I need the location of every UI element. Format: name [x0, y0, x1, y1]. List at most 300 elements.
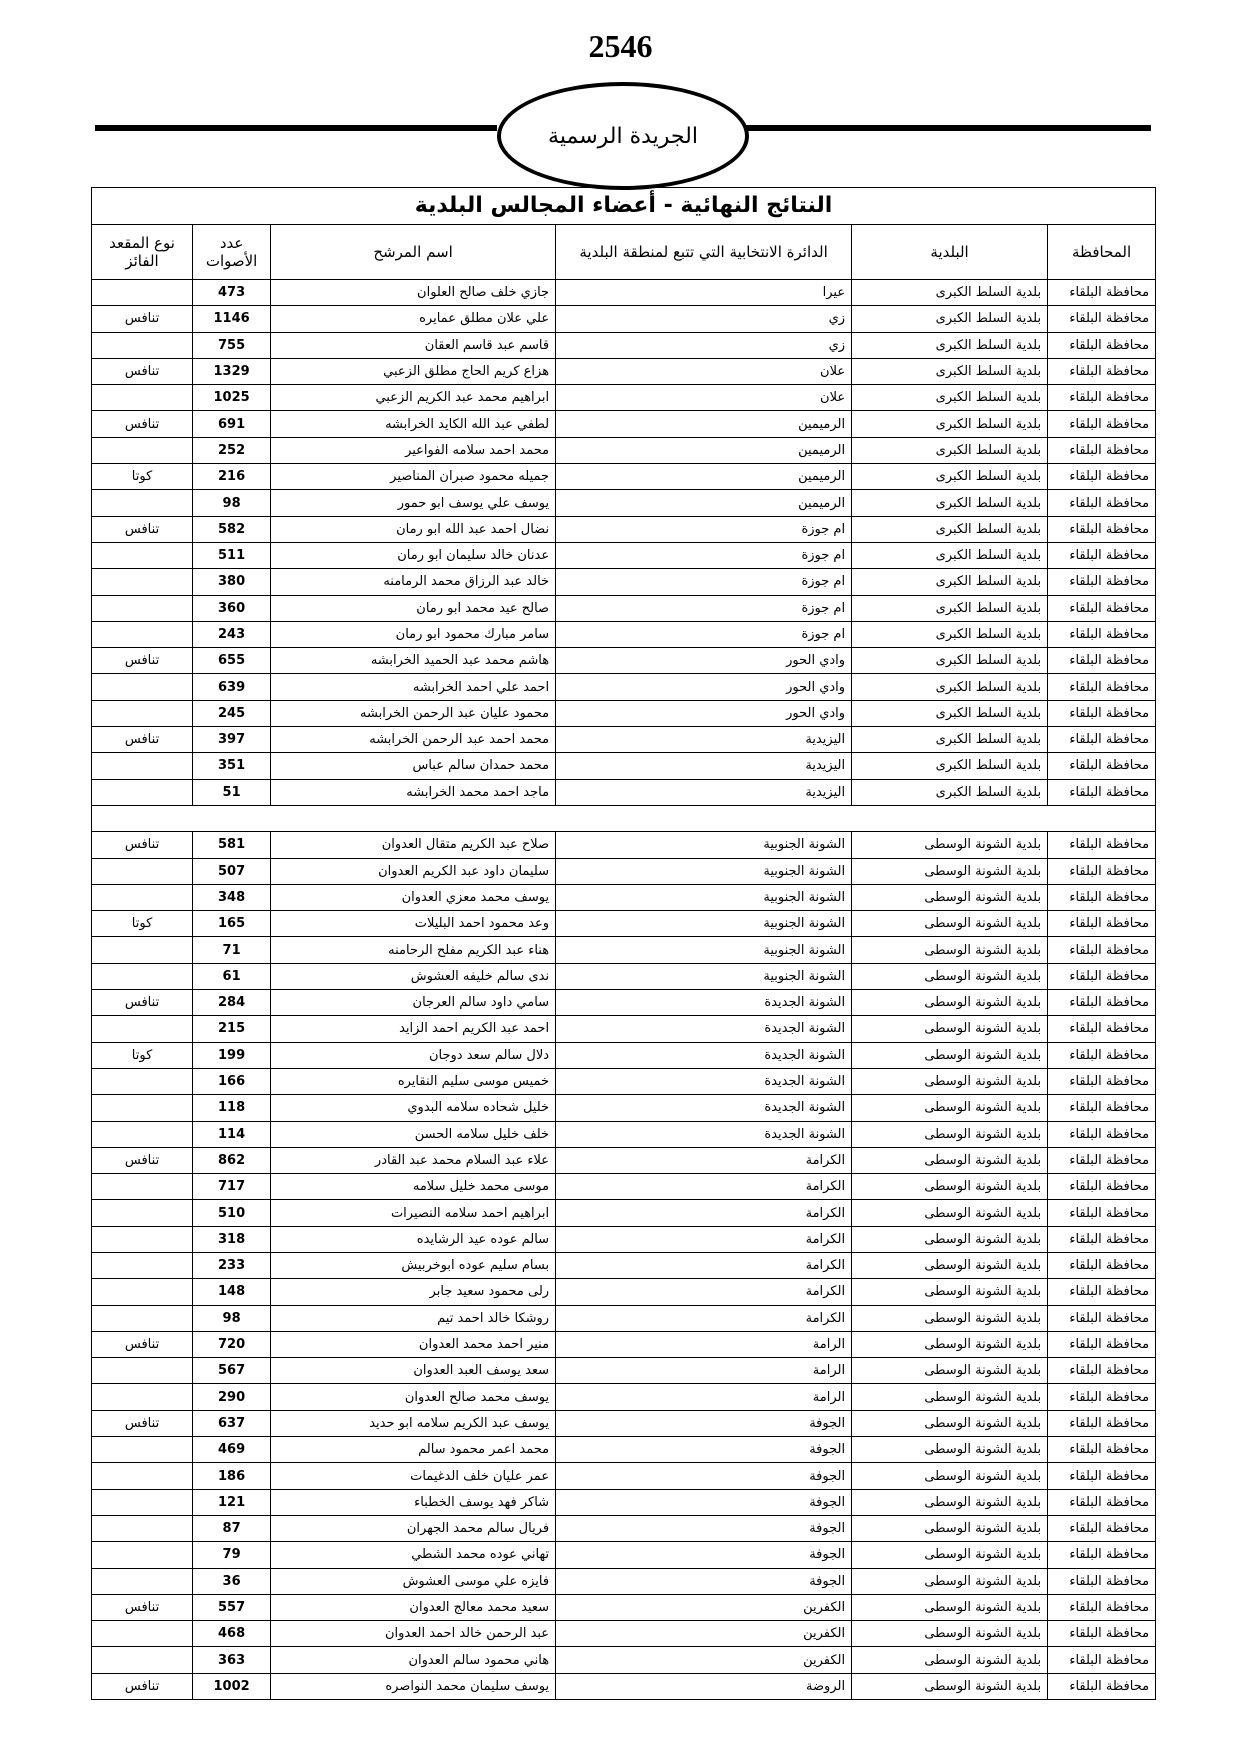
cell-municipality: بلدية الشونة الوسطى: [852, 884, 1048, 910]
cell-candidate: يوسف علي يوسف ابو حمور: [271, 490, 556, 516]
cell-governorate: محافظة البلقاء: [1048, 779, 1156, 805]
cell-municipality: بلدية الشونة الوسطى: [852, 1621, 1048, 1647]
table-row: [92, 542, 1156, 568]
cell-votes: 348: [193, 884, 271, 910]
cell-district: الشونة الجنوبية: [556, 832, 852, 858]
cell-district: الجوفة: [556, 1489, 852, 1515]
table-row: [92, 464, 1156, 490]
cell-seat-type: [92, 595, 193, 621]
cell-district: الرامة: [556, 1358, 852, 1384]
table-row: [92, 1095, 1156, 1121]
table-row: [92, 1174, 1156, 1200]
col-header-district: الدائرة الانتخابية التي تتبع لمنطقة البلدية: [556, 225, 852, 280]
cell-governorate: محافظة البلقاء: [1048, 332, 1156, 358]
table-row: [92, 1621, 1156, 1647]
cell-seat-type: تنافس: [92, 358, 193, 384]
cell-governorate: محافظة البلقاء: [1048, 1542, 1156, 1568]
cell-municipality: بلدية الشونة الوسطى: [852, 1568, 1048, 1594]
cell-municipality: بلدية الشونة الوسطى: [852, 1410, 1048, 1436]
cell-district: الشونة الجنوبية: [556, 884, 852, 910]
cell-municipality: بلدية السلط الكبرى: [852, 569, 1048, 595]
cell-governorate: محافظة البلقاء: [1048, 1463, 1156, 1489]
cell-governorate: محافظة البلقاء: [1048, 1489, 1156, 1515]
col-header-seat-type: نوع المقعد الفائز: [92, 225, 193, 280]
cell-municipality: بلدية الشونة الوسطى: [852, 1647, 1048, 1673]
table-title: النتائج النهائية - أعضاء المجالس البلدية: [92, 188, 1156, 225]
cell-governorate: محافظة البلقاء: [1048, 858, 1156, 884]
cell-seat-type: [92, 1542, 193, 1568]
table-row: [92, 1384, 1156, 1410]
cell-governorate: محافظة البلقاء: [1048, 595, 1156, 621]
gazette-title: الجريدة الرسمية: [548, 123, 698, 149]
cell-governorate: محافظة البلقاء: [1048, 1174, 1156, 1200]
cell-governorate: محافظة البلقاء: [1048, 1647, 1156, 1673]
cell-seat-type: تنافس: [92, 1673, 193, 1699]
cell-votes: 507: [193, 858, 271, 884]
table-body: [92, 280, 1156, 1700]
cell-municipality: بلدية الشونة الوسطى: [852, 911, 1048, 937]
cell-votes: 1025: [193, 385, 271, 411]
cell-seat-type: كوتا: [92, 1042, 193, 1068]
cell-governorate: محافظة البلقاء: [1048, 1068, 1156, 1094]
cell-votes: 510: [193, 1200, 271, 1226]
cell-votes: 363: [193, 1647, 271, 1673]
cell-votes: 862: [193, 1147, 271, 1173]
cell-votes: 216: [193, 464, 271, 490]
cell-governorate: محافظة البلقاء: [1048, 727, 1156, 753]
cell-votes: 469: [193, 1437, 271, 1463]
cell-district: اليزيدية: [556, 753, 852, 779]
cell-district: ام جوزة: [556, 516, 852, 542]
cell-votes: 581: [193, 832, 271, 858]
cell-municipality: بلدية السلط الكبرى: [852, 358, 1048, 384]
cell-candidate: عبد الرحمن خالد احمد العدوان: [271, 1621, 556, 1647]
cell-candidate: منير احمد محمد العدوان: [271, 1331, 556, 1357]
cell-votes: 233: [193, 1252, 271, 1278]
cell-district: الشونة الجديدة: [556, 1095, 852, 1121]
cell-municipality: بلدية الشونة الوسطى: [852, 1147, 1048, 1173]
cell-municipality: بلدية الشونة الوسطى: [852, 1515, 1048, 1541]
cell-votes: 252: [193, 437, 271, 463]
cell-municipality: بلدية السلط الكبرى: [852, 332, 1048, 358]
cell-district: الكرامة: [556, 1200, 852, 1226]
cell-district: وادي الحور: [556, 648, 852, 674]
cell-candidate: محمود عليان عبد الرحمن الخرابشه: [271, 700, 556, 726]
cell-municipality: بلدية الشونة الوسطى: [852, 1174, 1048, 1200]
cell-governorate: محافظة البلقاء: [1048, 1226, 1156, 1252]
table-row: [92, 332, 1156, 358]
cell-candidate: هاشم محمد عبد الحميد الخرابشه: [271, 648, 556, 674]
cell-district: الكرامة: [556, 1305, 852, 1331]
cell-governorate: محافظة البلقاء: [1048, 1331, 1156, 1357]
cell-seat-type: [92, 385, 193, 411]
section-separator-cell: [92, 805, 1156, 831]
cell-district: علان: [556, 358, 852, 384]
table-row: [92, 1226, 1156, 1252]
cell-municipality: بلدية الشونة الوسطى: [852, 990, 1048, 1016]
cell-seat-type: تنافس: [92, 1147, 193, 1173]
cell-candidate: دلال سالم سعد دوجان: [271, 1042, 556, 1068]
table-row: [92, 385, 1156, 411]
col-header-municipality: البلدية: [852, 225, 1048, 280]
cell-candidate: سليمان داود عبد الكريم العدوان: [271, 858, 556, 884]
cell-municipality: بلدية الشونة الوسطى: [852, 1489, 1048, 1515]
cell-candidate: يوسف سليمان محمد النواصره: [271, 1673, 556, 1699]
cell-seat-type: [92, 1437, 193, 1463]
cell-governorate: محافظة البلقاء: [1048, 542, 1156, 568]
table-row: [92, 963, 1156, 989]
cell-district: عيرا: [556, 280, 852, 306]
cell-votes: 98: [193, 490, 271, 516]
table-row: [92, 437, 1156, 463]
cell-municipality: بلدية السلط الكبرى: [852, 542, 1048, 568]
cell-seat-type: [92, 1384, 193, 1410]
cell-district: الشونة الجنوبية: [556, 911, 852, 937]
cell-district: الكرامة: [556, 1174, 852, 1200]
table-row: [92, 1331, 1156, 1357]
cell-candidate: هاني محمود سالم العدوان: [271, 1647, 556, 1673]
table-row: [92, 1358, 1156, 1384]
cell-candidate: خليل شحاده سلامه البدوي: [271, 1095, 556, 1121]
cell-governorate: محافظة البلقاء: [1048, 1305, 1156, 1331]
cell-votes: 114: [193, 1121, 271, 1147]
cell-municipality: بلدية السلط الكبرى: [852, 516, 1048, 542]
header-rule-left: [95, 125, 497, 131]
cell-seat-type: كوتا: [92, 464, 193, 490]
cell-seat-type: [92, 1200, 193, 1226]
cell-candidate: شاكر فهد يوسف الخطباء: [271, 1489, 556, 1515]
cell-municipality: بلدية الشونة الوسطى: [852, 1358, 1048, 1384]
cell-governorate: محافظة البلقاء: [1048, 1437, 1156, 1463]
cell-governorate: محافظة البلقاء: [1048, 1410, 1156, 1436]
cell-candidate: عدنان خالد سليمان ابو رمان: [271, 542, 556, 568]
cell-votes: 71: [193, 937, 271, 963]
cell-district: الرميمين: [556, 490, 852, 516]
table-row: [92, 1437, 1156, 1463]
cell-seat-type: [92, 1621, 193, 1647]
cell-district: ام جوزة: [556, 621, 852, 647]
cell-district: اليزيدية: [556, 727, 852, 753]
col-header-votes: عدد الأصوات: [193, 225, 271, 280]
cell-candidate: سعد يوسف العبد العدوان: [271, 1358, 556, 1384]
cell-municipality: بلدية الشونة الوسطى: [852, 1305, 1048, 1331]
cell-municipality: بلدية السلط الكبرى: [852, 648, 1048, 674]
cell-district: الرميمين: [556, 464, 852, 490]
cell-municipality: بلدية الشونة الوسطى: [852, 1068, 1048, 1094]
cell-district: علان: [556, 385, 852, 411]
table-row: [92, 411, 1156, 437]
cell-votes: 717: [193, 1174, 271, 1200]
cell-candidate: احمد علي احمد الخرابشه: [271, 674, 556, 700]
cell-votes: 166: [193, 1068, 271, 1094]
cell-candidate: ابراهيم محمد عبد الكريم الزعبي: [271, 385, 556, 411]
table-row: [92, 990, 1156, 1016]
cell-seat-type: تنافس: [92, 516, 193, 542]
cell-votes: 1002: [193, 1673, 271, 1699]
cell-district: الشونة الجنوبية: [556, 858, 852, 884]
cell-votes: 720: [193, 1331, 271, 1357]
gazette-title-oval: [497, 82, 749, 190]
cell-district: الجوفة: [556, 1437, 852, 1463]
cell-municipality: بلدية السلط الكبرى: [852, 700, 1048, 726]
cell-candidate: محمد حمدان سالم عباس: [271, 753, 556, 779]
cell-municipality: بلدية الشونة الوسطى: [852, 1594, 1048, 1620]
cell-municipality: بلدية السلط الكبرى: [852, 437, 1048, 463]
cell-seat-type: [92, 1489, 193, 1515]
cell-district: زي: [556, 332, 852, 358]
cell-seat-type: [92, 280, 193, 306]
cell-governorate: محافظة البلقاء: [1048, 1042, 1156, 1068]
cell-votes: 397: [193, 727, 271, 753]
cell-governorate: محافظة البلقاء: [1048, 700, 1156, 726]
cell-votes: 36: [193, 1568, 271, 1594]
cell-governorate: محافظة البلقاء: [1048, 1384, 1156, 1410]
table-title-row: [92, 188, 1156, 225]
cell-seat-type: [92, 1068, 193, 1094]
col-header-governorate: المحافظة: [1048, 225, 1156, 280]
cell-district: الشونة الجنوبية: [556, 937, 852, 963]
cell-municipality: بلدية السلط الكبرى: [852, 280, 1048, 306]
cell-votes: 98: [193, 1305, 271, 1331]
cell-votes: 61: [193, 963, 271, 989]
cell-votes: 639: [193, 674, 271, 700]
cell-municipality: بلدية الشونة الوسطى: [852, 1121, 1048, 1147]
cell-candidate: يوسف محمد صالح العدوان: [271, 1384, 556, 1410]
table-header-row: [92, 225, 1156, 280]
cell-district: الجوفة: [556, 1515, 852, 1541]
cell-governorate: محافظة البلقاء: [1048, 1673, 1156, 1699]
cell-municipality: بلدية الشونة الوسطى: [852, 1095, 1048, 1121]
cell-candidate: هزاع كريم الحاج مطلق الزعبي: [271, 358, 556, 384]
cell-candidate: بسام سليم عوده ابوخربيش: [271, 1252, 556, 1278]
cell-votes: 51: [193, 779, 271, 805]
cell-seat-type: تنافس: [92, 306, 193, 332]
cell-district: الشونة الجديدة: [556, 1068, 852, 1094]
table-row: [92, 1410, 1156, 1436]
cell-votes: 567: [193, 1358, 271, 1384]
cell-candidate: ندى سالم خليفه العشوش: [271, 963, 556, 989]
cell-governorate: محافظة البلقاء: [1048, 674, 1156, 700]
cell-municipality: بلدية السلط الكبرى: [852, 385, 1048, 411]
cell-municipality: بلدية السلط الكبرى: [852, 779, 1048, 805]
header-rule-right: [745, 125, 1151, 131]
table-row: [92, 490, 1156, 516]
cell-governorate: محافظة البلقاء: [1048, 1200, 1156, 1226]
cell-governorate: محافظة البلقاء: [1048, 1016, 1156, 1042]
cell-district: الروضة: [556, 1673, 852, 1699]
cell-candidate: علي علان مطلق عمايره: [271, 306, 556, 332]
table-row: [92, 1068, 1156, 1094]
cell-district: الشونة الجديدة: [556, 1042, 852, 1068]
cell-votes: 637: [193, 1410, 271, 1436]
table-row: [92, 779, 1156, 805]
cell-candidate: روشكا خالد احمد تيم: [271, 1305, 556, 1331]
cell-candidate: جميله محمود صبران المناصير: [271, 464, 556, 490]
cell-seat-type: تنافس: [92, 1331, 193, 1357]
cell-municipality: بلدية الشونة الوسطى: [852, 1384, 1048, 1410]
cell-municipality: بلدية الشونة الوسطى: [852, 937, 1048, 963]
cell-governorate: محافظة البلقاء: [1048, 280, 1156, 306]
cell-district: الكرامة: [556, 1226, 852, 1252]
cell-votes: 473: [193, 280, 271, 306]
cell-candidate: لطفي عبد الله الكايد الخرابشه: [271, 411, 556, 437]
cell-seat-type: تنافس: [92, 411, 193, 437]
table-row: [92, 1279, 1156, 1305]
cell-seat-type: [92, 1515, 193, 1541]
table-row: [92, 1305, 1156, 1331]
cell-candidate: يوسف محمد معزي العدوان: [271, 884, 556, 910]
cell-candidate: جازي خلف صالح العلوان: [271, 280, 556, 306]
cell-municipality: بلدية الشونة الوسطى: [852, 858, 1048, 884]
cell-votes: 199: [193, 1042, 271, 1068]
cell-governorate: محافظة البلقاء: [1048, 1095, 1156, 1121]
cell-district: ام جوزة: [556, 569, 852, 595]
cell-municipality: بلدية السلط الكبرى: [852, 411, 1048, 437]
cell-candidate: سالم عوده عيد الرشايده: [271, 1226, 556, 1252]
cell-governorate: محافظة البلقاء: [1048, 648, 1156, 674]
cell-governorate: محافظة البلقاء: [1048, 1594, 1156, 1620]
cell-seat-type: تنافس: [92, 1410, 193, 1436]
cell-candidate: ماجد احمد محمد الخرابشه: [271, 779, 556, 805]
cell-seat-type: تنافس: [92, 832, 193, 858]
cell-votes: 755: [193, 332, 271, 358]
cell-votes: 79: [193, 1542, 271, 1568]
col-header-candidate: اسم المرشح: [271, 225, 556, 280]
cell-municipality: بلدية الشونة الوسطى: [852, 1042, 1048, 1068]
table-row: [92, 937, 1156, 963]
cell-municipality: بلدية الشونة الوسطى: [852, 1463, 1048, 1489]
table-row: [92, 1016, 1156, 1042]
cell-seat-type: [92, 1252, 193, 1278]
cell-votes: 290: [193, 1384, 271, 1410]
cell-district: ام جوزة: [556, 595, 852, 621]
table-row: [92, 674, 1156, 700]
cell-votes: 360: [193, 595, 271, 621]
cell-governorate: محافظة البلقاء: [1048, 516, 1156, 542]
cell-district: الجوفة: [556, 1568, 852, 1594]
cell-district: الشونة الجديدة: [556, 990, 852, 1016]
cell-candidate: خلف خليل سلامه الحسن: [271, 1121, 556, 1147]
cell-governorate: محافظة البلقاء: [1048, 464, 1156, 490]
cell-governorate: محافظة البلقاء: [1048, 753, 1156, 779]
cell-candidate: احمد عبد الكريم احمد الزايد: [271, 1016, 556, 1042]
cell-votes: 245: [193, 700, 271, 726]
table-row: [92, 306, 1156, 332]
cell-seat-type: [92, 569, 193, 595]
cell-governorate: محافظة البلقاء: [1048, 1358, 1156, 1384]
table-row: [92, 1489, 1156, 1515]
cell-governorate: محافظة البلقاء: [1048, 884, 1156, 910]
table-row: [92, 1463, 1156, 1489]
cell-seat-type: [92, 1358, 193, 1384]
cell-seat-type: [92, 621, 193, 647]
cell-municipality: بلدية الشونة الوسطى: [852, 1437, 1048, 1463]
table-row: [92, 621, 1156, 647]
cell-candidate: موسى محمد خليل سلامه: [271, 1174, 556, 1200]
cell-district: الكفرين: [556, 1594, 852, 1620]
cell-governorate: محافظة البلقاء: [1048, 437, 1156, 463]
cell-district: ام جوزة: [556, 542, 852, 568]
cell-seat-type: [92, 1463, 193, 1489]
cell-votes: 284: [193, 990, 271, 1016]
results-table: [91, 187, 1156, 1700]
cell-candidate: وعد محمود احمد البليلات: [271, 911, 556, 937]
cell-governorate: محافظة البلقاء: [1048, 937, 1156, 963]
table-row: [92, 1252, 1156, 1278]
table-row: [92, 884, 1156, 910]
cell-seat-type: كوتا: [92, 911, 193, 937]
cell-votes: 318: [193, 1226, 271, 1252]
cell-seat-type: [92, 779, 193, 805]
cell-candidate: سامي داود سالم العرجان: [271, 990, 556, 1016]
cell-municipality: بلدية الشونة الوسطى: [852, 1252, 1048, 1278]
cell-seat-type: [92, 937, 193, 963]
cell-candidate: محمد احمد سلامه الفواعير: [271, 437, 556, 463]
cell-seat-type: [92, 437, 193, 463]
cell-candidate: هناء عبد الكريم مفلح الرحامنه: [271, 937, 556, 963]
section-separator: [92, 805, 1156, 831]
cell-seat-type: [92, 490, 193, 516]
cell-candidate: خالد عبد الرزاق محمد الرمامنه: [271, 569, 556, 595]
cell-votes: 380: [193, 569, 271, 595]
table-row: [92, 1647, 1156, 1673]
cell-district: الرميمين: [556, 437, 852, 463]
cell-votes: 118: [193, 1095, 271, 1121]
cell-governorate: محافظة البلقاء: [1048, 1279, 1156, 1305]
cell-governorate: محافظة البلقاء: [1048, 1147, 1156, 1173]
cell-governorate: محافظة البلقاء: [1048, 411, 1156, 437]
cell-votes: 1146: [193, 306, 271, 332]
table-row: [92, 911, 1156, 937]
cell-district: الشونة الجديدة: [556, 1016, 852, 1042]
cell-votes: 1329: [193, 358, 271, 384]
cell-municipality: بلدية الشونة الوسطى: [852, 1016, 1048, 1042]
cell-district: الجوفة: [556, 1463, 852, 1489]
cell-candidate: تهاني عوده محمد الشطي: [271, 1542, 556, 1568]
cell-governorate: محافظة البلقاء: [1048, 911, 1156, 937]
cell-municipality: بلدية الشونة الوسطى: [852, 1331, 1048, 1357]
cell-candidate: صالح عيد محمد ابو رمان: [271, 595, 556, 621]
table-row: [92, 753, 1156, 779]
table-row: [92, 1200, 1156, 1226]
cell-candidate: محمد احمد عبد الرحمن الخرابشه: [271, 727, 556, 753]
cell-district: الجوفة: [556, 1410, 852, 1436]
cell-municipality: بلدية السلط الكبرى: [852, 753, 1048, 779]
cell-candidate: فايزه علي موسى العشوش: [271, 1568, 556, 1594]
cell-seat-type: [92, 1095, 193, 1121]
cell-governorate: محافظة البلقاء: [1048, 385, 1156, 411]
cell-governorate: محافظة البلقاء: [1048, 832, 1156, 858]
cell-district: الكرامة: [556, 1252, 852, 1278]
cell-seat-type: [92, 1305, 193, 1331]
cell-votes: 691: [193, 411, 271, 437]
cell-district: الشونة الجنوبية: [556, 963, 852, 989]
cell-candidate: خميس موسى سليم النقايره: [271, 1068, 556, 1094]
cell-district: الكفرين: [556, 1647, 852, 1673]
cell-governorate: محافظة البلقاء: [1048, 621, 1156, 647]
cell-votes: 148: [193, 1279, 271, 1305]
cell-district: الشونة الجديدة: [556, 1121, 852, 1147]
cell-municipality: بلدية السلط الكبرى: [852, 727, 1048, 753]
table-row: [92, 1594, 1156, 1620]
cell-municipality: بلدية الشونة الوسطى: [852, 1673, 1048, 1699]
cell-district: وادي الحور: [556, 674, 852, 700]
cell-seat-type: [92, 1279, 193, 1305]
cell-governorate: محافظة البلقاء: [1048, 1515, 1156, 1541]
cell-governorate: محافظة البلقاء: [1048, 1121, 1156, 1147]
cell-seat-type: [92, 1016, 193, 1042]
cell-candidate: قاسم عبد قاسم العقان: [271, 332, 556, 358]
